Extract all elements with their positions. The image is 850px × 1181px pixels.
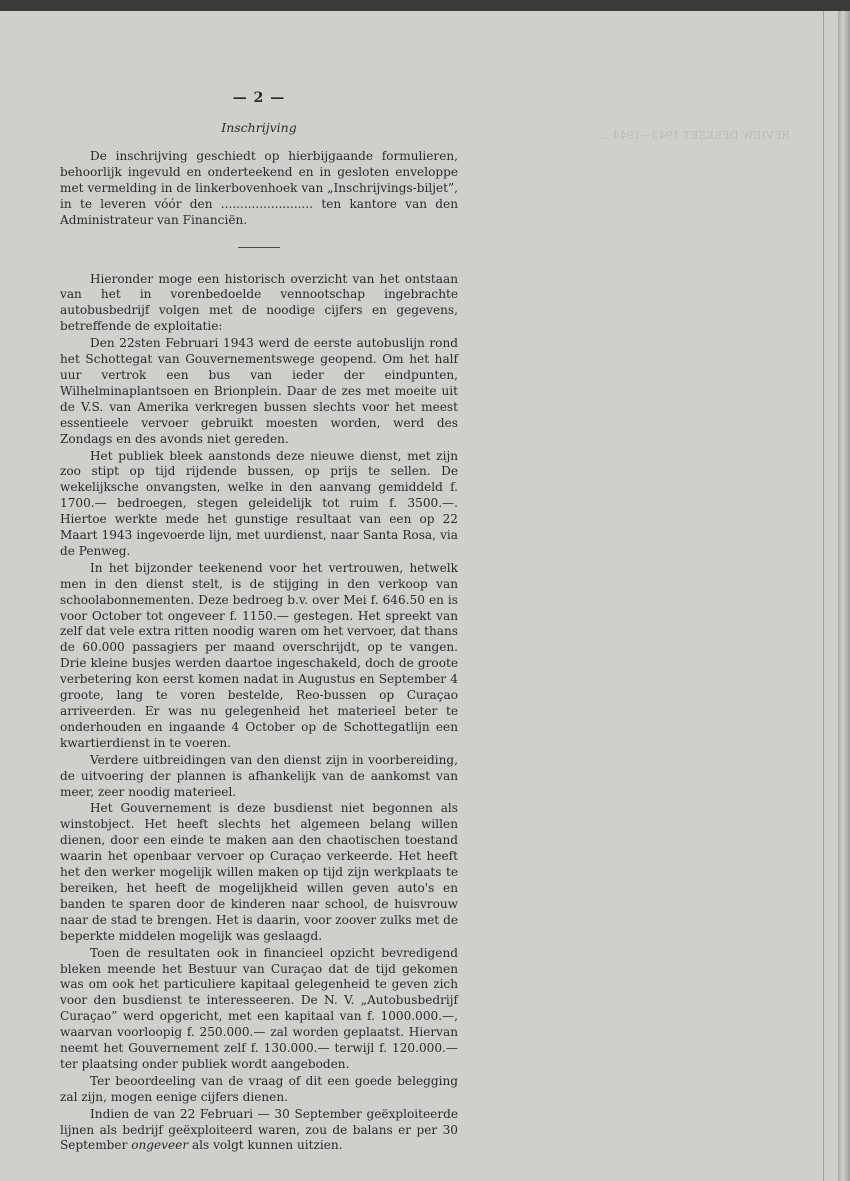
paragraph-trust: In het bijzonder teekenend voor het vertrouwen, hetwelk men in den dienst stelt, is de stijging in den verkoop van schoolabonnementen. Deze bedroeg b.v. over Mei f. 646.50 en is voor October tot ongeveer f. 1150.— gestegen. Het spreekt van zelf dat vele extra ritten noodig waren om het vervoer, dat thans de 60.000 passagiers per maand overschrijdt, op te vangen. Drie kleine busjes werden daartoe ingeschakeld, doch de groote verbetering kon eerst komen nadat in Augustus en September 4 groote, lang te voren bestelde, Reo-bussen op Curaçao arriveerden. Er was nu gelegenheid het materieel beter te onderhouden en ingaande 4 October op de Schottegatlijn een kwartierdienst in te voeren.: [60, 560, 458, 750]
page-fold-line: [823, 11, 824, 1181]
paragraph-intro: Hieronder moge een historisch overzicht van het ontstaan van het in vorenbedoelde vennootschap ingebrachte autobusbedrijf volgen met de noodige cijfers en gegevens, betreffende de exploitatie:: [60, 271, 458, 334]
paragraph-balance: [60, 1107, 458, 1155]
paragraph-assessment: Ter beoordeeling van de vraag of dit een goede belegging zal zijn, mogen eenige cijfers dienen.: [60, 1073, 458, 1104]
bleed-through-text: REVIEW DESKSET 1943—1944 ...: [598, 129, 790, 142]
section-divider: [238, 247, 280, 248]
balance-text-before: Indien de van 22 Februari — 30 September geëxploiteerde lijnen als bedrijf geëxploiteerd waren, zou de balans er per 30 September: [60, 1106, 458, 1153]
page-number: — 2 —: [232, 90, 286, 106]
balance-text-emphasis: ongeveer: [131, 1138, 189, 1153]
inschrijving-paragraph: De inschrijving geschiedt op hierbijgaande formulieren, behoorlijk ingevuld en onderteekend en in gesloten enveloppe met vermelding in de linkerbovenhoek van „Inschrijvings-biljet”, in te leveren vóór den ........................ ten kantore van den Administrateur van Financiën.: [60, 149, 458, 227]
document-content: [60, 90, 458, 1155]
paragraph-government: Het Gouvernement is deze busdienst niet begonnen als winstobject. Het heeft slechts het algemeen belang willen dienen, door een einde te maken aan den chaotischen toestand waarin het openbaar vervoer op Curaçao verkeerde. Het heeft het den werker mogelijk willen maken op tijd zijn werkplaats te bereiken, het heeft de mogelijkheid willen geven auto's en banden te sparen door de kinderen naar school, de huisvrouw naar de stad te brengen. Het is daarin, voor zoover zulks met de beperkte middelen mogelijk was geslaagd.: [60, 801, 458, 943]
page-right-edge: [838, 11, 850, 1181]
paragraph-financial: Toen de resultaten ook in financieel opzicht bevredigend bleken meende het Bestuur van Curaçao dat de tijd gekomen was om ook het particuliere kapitaal gelegenheid te geven zich voor den busdienst te interesseeren. De N. V. „Autobusbedrijf Curaçao” werd opgericht, met een kapitaal van f. 1000.000.—, waarvan voorloopig f. 250.000.— zal worden geplaatst. Hiervan neemt het Gouvernement zelf f. 130.000.— terwijl f. 120.000.— ter plaatsing onder publiek wordt aangeboden.: [60, 945, 458, 1071]
section-title: Inschrijving: [221, 120, 297, 135]
paragraph-opening: Den 22sten Februari 1943 werd de eerste autobuslijn rond het Schottegat van Gouvernementswege geopend. Om het half uur vertrok een bus van ieder der eindpunten, Wilhelminaplantsoen en Brionplein. Daar de zes met moeite uit de V.S. van Amerika verkregen bussen slechts voor het meest essentieele vervoer gebruikt moesten worden, werd des Zondags en des avonds niet gereden.: [60, 336, 458, 446]
balance-text-after: als volgt kunnen uitzien.: [188, 1138, 343, 1153]
paragraph-expansion: Verdere uitbreidingen van den dienst zijn in voorbereiding, de uitvoering der plannen is afhankelijk van de aankomst van meer, zeer noodig materieel.: [60, 752, 458, 799]
scanner-top-border: [0, 0, 850, 11]
paragraph-public: Het publiek bleek aanstonds deze nieuwe dienst, met zijn zoo stipt op tijd rijdende bussen, op prijs te sellen. De wekelijksche onvangsten, welke in den aanvang gemiddeld f. 1700.— bedroegen, stegen geleidelijk tot ruim f. 3500.—. Hiertoe werkte mede het gunstige resultaat van een op 22 Maart 1943 ingevoerde lijn, met uurdienst, naar Santa Rosa, via de Penweg.: [60, 448, 458, 558]
